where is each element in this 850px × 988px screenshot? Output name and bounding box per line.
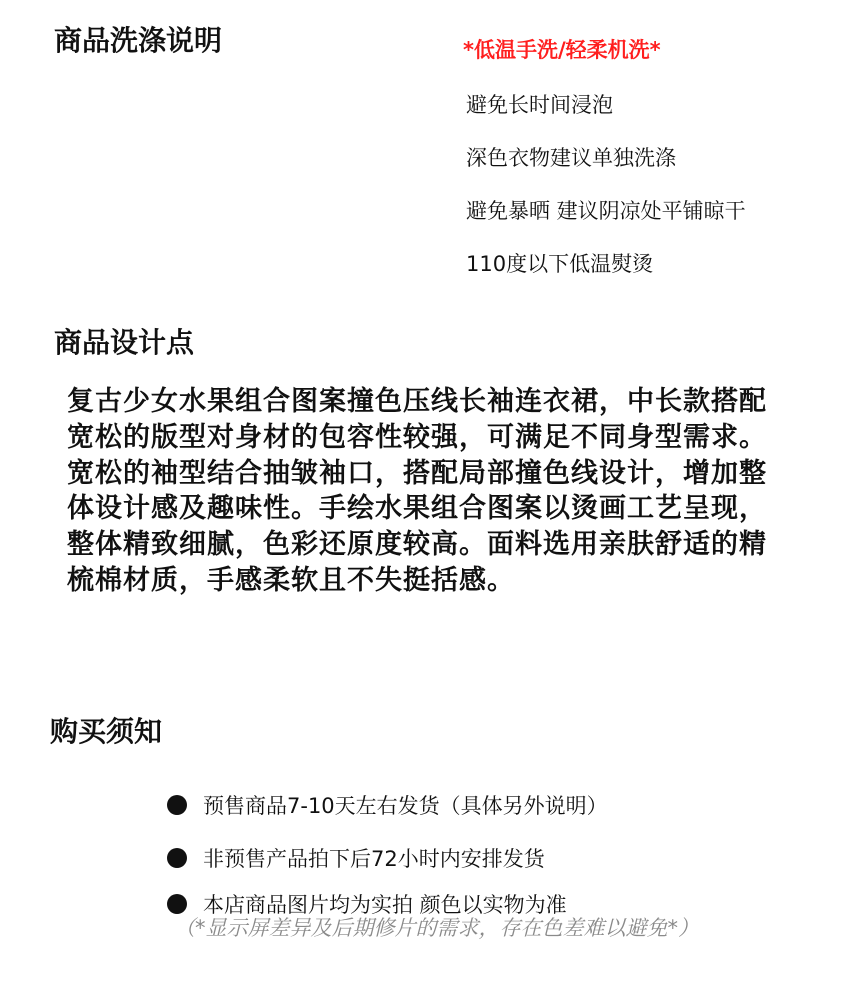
wash-highlight: *低温手洗/轻柔机洗* (463, 38, 661, 62)
wash-item: 深色衣物建议单独洗涤 (466, 146, 676, 170)
design-points-heading: 商品设计点 (54, 326, 195, 359)
purchase-item (167, 831, 608, 884)
bullet-icon (167, 894, 187, 914)
purchase-notes-list (167, 778, 608, 924)
bullet-icon (167, 795, 187, 815)
purchase-item-text: 本店商品图片均为实拍 颜色以实物为准 (203, 893, 567, 917)
color-difference-note: （*显示屏差异及后期修片的需求，存在色差难以避免*） (174, 916, 699, 940)
wash-item: 避免长时间浸泡 (466, 93, 613, 117)
purchase-item-text: 非预售产品拍下后72小时内安排发货 (203, 846, 545, 871)
wash-instructions-list (463, 36, 746, 303)
wash-item: 110度以下低温熨烫 (466, 252, 654, 276)
purchase-item (167, 778, 608, 831)
bullet-icon (167, 848, 187, 868)
wash-instructions-heading: 商品洗涤说明 (54, 24, 223, 57)
wash-item: 避免暴晒 建议阴凉处平铺晾干 (466, 199, 746, 223)
purchase-notes-heading: 购买须知 (50, 715, 163, 748)
purchase-item-text: 预售商品7-10天左右发货（具体另外说明） (203, 793, 608, 818)
design-description: 复古少女水果组合图案撞色压线长袖连衣裙，中长款搭配宽松的版型对身材的包容性较强，可满足不同身型需求。宽松的袖型结合抽皱袖口，搭配局部撞色线设计，增加整体设计感及趣味性。手绘水果组合图案以烫画工艺呈现，整体精致细腻，色彩还原度较高。面料选用亲肤舒适的精梳棉材质，手感柔软且不失挺括感。 (67, 386, 767, 596)
